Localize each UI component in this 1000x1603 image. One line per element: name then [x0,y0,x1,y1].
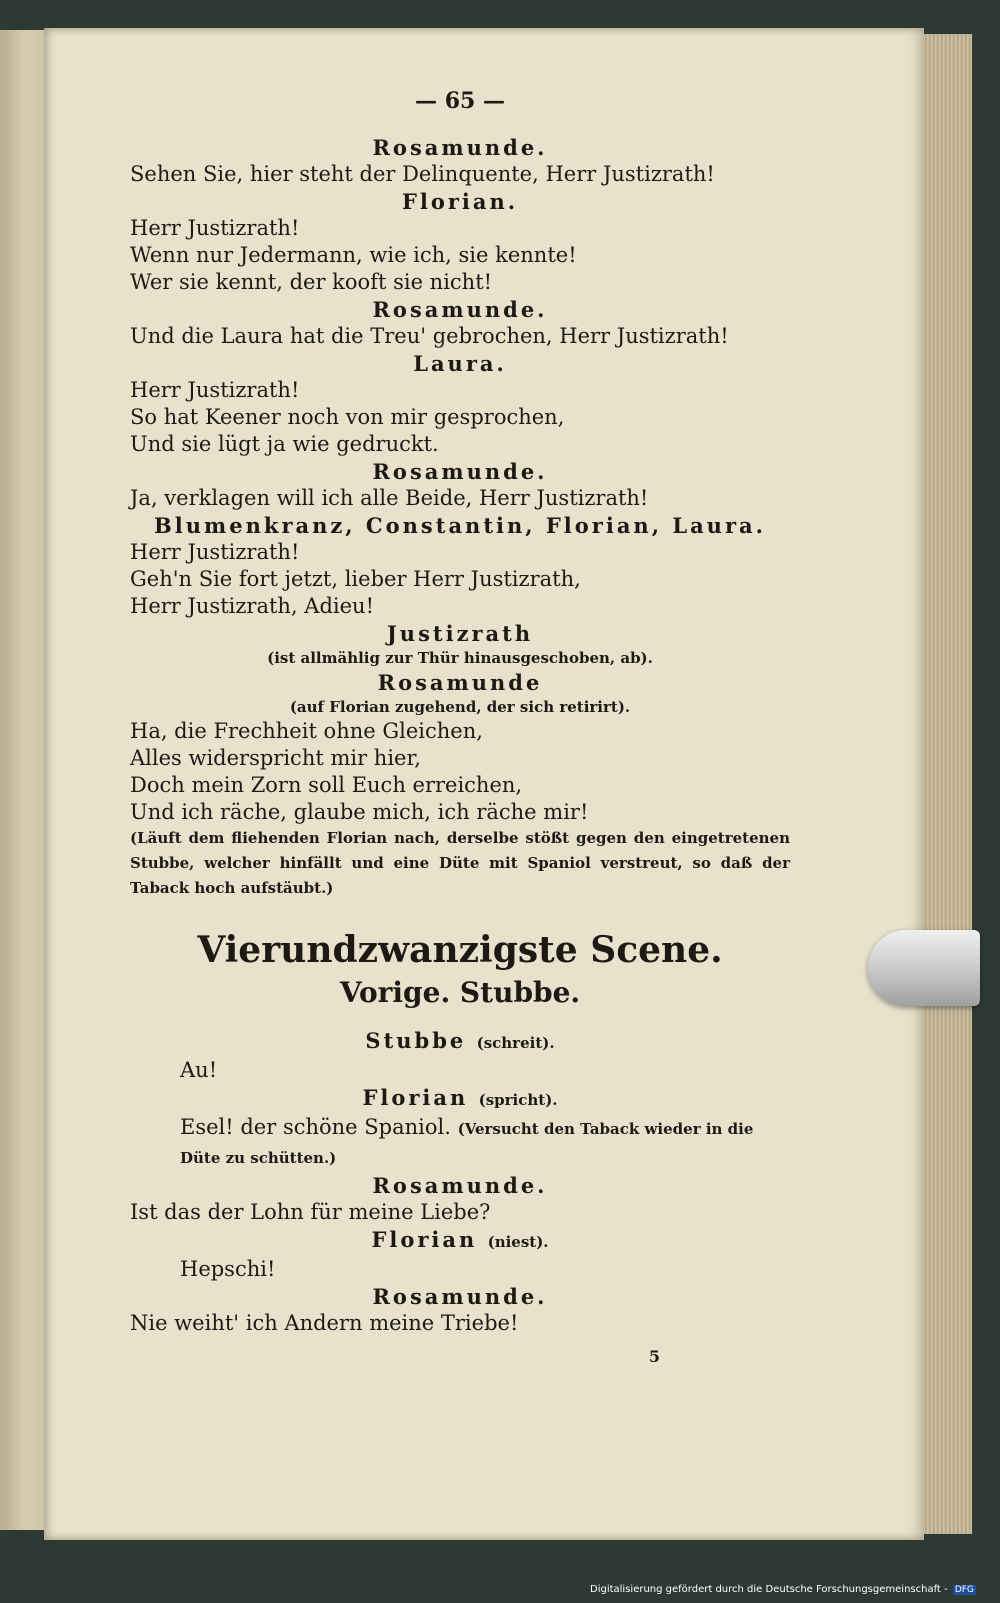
dialogue-line [130,431,790,458]
dfg-logo: DFG [954,1585,974,1595]
dialogue-line [130,718,790,745]
dialogue-line [130,1199,790,1226]
speaker-name [130,188,790,215]
dialogue-line [130,799,790,826]
inline-direction: (spricht). [478,1091,558,1109]
line-text: Blumenkranz, Constantin, Florian, Laura. [154,513,766,538]
line-text: Ist das der Lohn für meine Liebe? [130,1200,491,1224]
inline-direction: (schreit). [476,1034,555,1052]
line-text: Herr Justizrath, Adieu! [130,594,375,618]
dialogue-line [130,593,790,620]
line-text: (auf Florian zugehend, der sich retirirt). [289,698,631,716]
speaker-name [130,512,790,539]
scene-subtitle: Vorige. Stubbe. [339,976,581,1009]
dialogue-line [130,745,790,772]
line-text: Rosamunde. [372,297,548,322]
stage-direction: (Läuft dem fliehenden Florian nach, derselbe stößt gegen den eingetretenen Stubbe, welcher hinfällt und eine Düte mit Spaniol verstreut, so daß der Taback hoch aufstäubt.) [130,829,790,897]
stage-direction [130,696,790,718]
dialogue-line [130,566,790,593]
line-text: Herr Justizrath! [130,378,300,402]
stage-direction [130,647,790,669]
line-text: Rosamunde. [372,459,548,484]
inline-direction: (Versucht den Taback wieder in die Düte zu schütten.) [180,1120,754,1167]
line-text: Rosamunde. [372,1173,548,1198]
dialogue-line [130,242,790,269]
line-text: Ha, die Frechheit ohne Gleichen, [130,719,483,743]
signature-mark: 5 [648,1347,660,1366]
speaker-name [130,296,790,323]
line-text: Rosamunde. [372,1284,548,1309]
dialogue-line [130,772,790,799]
footer-text: Digitalisierung gefördert durch die Deutsche Forschungsgemeinschaft - [590,1584,948,1595]
speaker-name [130,350,790,377]
page-number: — 65 — [415,88,505,114]
line-text: Und sie lügt ja wie gedruckt. [130,432,439,456]
dialogue-line [130,1057,790,1084]
dialogue-line [130,269,790,296]
line-text: Alles widerspricht mir hier, [130,746,421,770]
line-text: Und die Laura hat die Treu' gebrochen, Herr Justizrath! [130,324,729,348]
line-text: Hepschi! [180,1257,276,1281]
line-text: Und ich räche, glaube mich, ich räche mir! [130,800,589,824]
inline-direction: (niest). [487,1233,549,1251]
speaker-name [130,1027,790,1057]
dialogue-line [130,1310,790,1337]
dialogue-line [130,323,790,350]
line-text: Florian. [401,189,519,214]
line-text: Laura. [413,351,507,376]
scene-title: Vierundzwanzigste Scene. [197,929,723,971]
line-text: Wer sie kennt, der kooft sie nicht! [130,270,493,294]
line-text: Sehen Sie, hier steht der Delinquente, Herr Justizrath! [130,162,715,186]
speaker-name [130,1226,790,1256]
speaker-name [130,669,790,696]
line-text: Nie weiht' ich Andern meine Triebe! [130,1311,519,1335]
page-stack-edge [922,34,972,1534]
line-text: Rosamunde. [372,135,548,160]
dialogue-line [130,539,790,566]
page-clip [868,930,980,1006]
speaker-name [130,620,790,647]
speaker-name [130,1283,790,1310]
line-text: Doch mein Zorn soll Euch erreichen, [130,773,523,797]
dialogue-line [130,377,790,404]
line-text: Geh'n Sie fort jetzt, lieber Herr Justizrath, [130,567,581,591]
line-text: Rosamunde [377,670,543,695]
line-text: Wenn nur Jedermann, wie ich, sie kennte! [130,243,577,267]
footer-credit [590,1584,976,1595]
line-text: Ja, verklagen will ich alle Beide, Herr Justizrath! [130,486,649,510]
line-text: Esel! der schöne Spaniol. [180,1115,451,1139]
line-text: Herr Justizrath! [130,540,300,564]
line-text: So hat Keener noch von mir gesprochen, [130,405,565,429]
line-text: Florian [371,1227,478,1252]
line-text: (ist allmählig zur Thür hinausgeschoben, ab). [267,649,653,667]
left-page-edge [0,30,46,1530]
dialogue-line [130,161,790,188]
page-text [130,88,790,1366]
line-text: Au! [180,1058,218,1082]
speaker-name [130,458,790,485]
dialogue-lines [130,134,790,826]
dialogue-line [130,1114,790,1172]
speaker-name [130,134,790,161]
dialogue-line [130,485,790,512]
line-text: Herr Justizrath! [130,216,300,240]
speaker-name [130,1084,790,1114]
speaker-name [130,1172,790,1199]
line-text: Stubbe [365,1028,467,1053]
line-text: Justizrath [386,621,534,646]
dialogue-line [130,404,790,431]
dialogue-line [130,215,790,242]
line-text: Florian [362,1085,469,1110]
dialogue-line [130,1256,790,1283]
scene-lines [130,1027,790,1337]
